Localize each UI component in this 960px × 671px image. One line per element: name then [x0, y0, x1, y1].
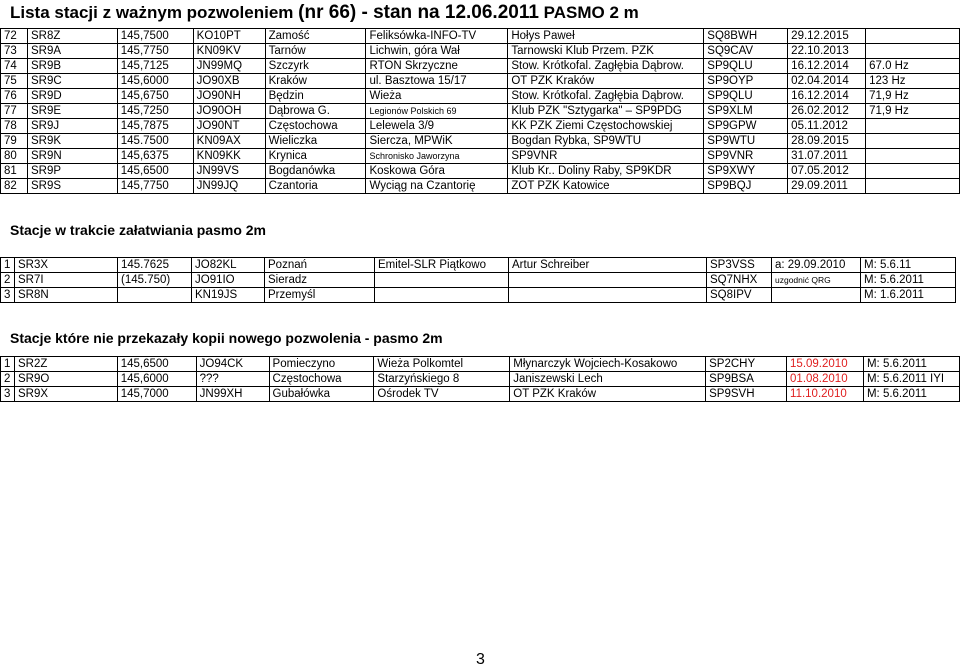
table-row	[1, 357, 960, 372]
table-cell: Przemyśl	[265, 288, 375, 303]
table-cell: JN99MQ	[193, 59, 265, 74]
table-cell: JN99XH	[196, 387, 269, 402]
table-cell: Klub PZK "Sztygarka" – SP9PDG	[508, 104, 704, 119]
table-cell: Klub Kr.. Doliny Raby, SP9KDR	[508, 164, 704, 179]
table-cell: Legionów Polskich 69	[366, 104, 508, 119]
table-cell: Artur Schreiber	[509, 258, 707, 273]
table-cell: SR8Z	[27, 29, 117, 44]
table-cell: M: 1.6.2011	[861, 288, 956, 303]
table-cell: SR9N	[27, 149, 117, 164]
table-cell	[866, 29, 960, 44]
table-row	[1, 149, 960, 164]
table-cell: JO82KL	[192, 258, 265, 273]
table-cell: Pomieczyno	[269, 357, 374, 372]
table-cell: KN09KV	[193, 44, 265, 59]
table-cell: Stow. Krótkofal. Zagłębia Dąbrow.	[508, 59, 704, 74]
table-cell: KO10PT	[193, 29, 265, 44]
table-cell: JO94CK	[196, 357, 269, 372]
table-cell: 67.0 Hz	[866, 59, 960, 74]
table-cell: Ośrodek TV	[374, 387, 510, 402]
table-cell: 81	[1, 164, 28, 179]
table-cell: 28.09.2015	[788, 134, 866, 149]
table-row	[1, 44, 960, 59]
table-cell: 145,6500	[117, 164, 193, 179]
table-cell: SP3VSS	[707, 258, 772, 273]
table-cell: SP9WTU	[704, 134, 788, 149]
table-cell: 76	[1, 89, 28, 104]
table-cell: Wieża Polkomtel	[374, 357, 510, 372]
table-cell: SR9K	[27, 134, 117, 149]
table-cell: Schronisko Jaworzyna	[366, 149, 508, 164]
table-cell	[375, 288, 509, 303]
table-cell: SP9GPW	[704, 119, 788, 134]
table-cell: 145.7500	[117, 134, 193, 149]
table-cell: 02.04.2014	[788, 74, 866, 89]
table-cell: Tarnów	[265, 44, 366, 59]
table-cell: SQ9CAV	[704, 44, 788, 59]
table-cell: 26.02.2012	[788, 104, 866, 119]
table-cell: JO90OH	[193, 104, 265, 119]
table-cell: JO91IO	[192, 273, 265, 288]
table-cell: SP9QLU	[704, 59, 788, 74]
title-prefix: Lista stacji z ważnym pozwoleniem	[10, 3, 299, 22]
table-cell: Częstochowa	[265, 119, 366, 134]
table-cell: JN99VS	[193, 164, 265, 179]
table-cell: Częstochowa	[269, 372, 374, 387]
table-cell: 77	[1, 104, 28, 119]
table-cell: Czantoria	[265, 179, 366, 194]
page-number: 3	[476, 651, 485, 668]
table-cell: Szczyrk	[265, 59, 366, 74]
table-cell: 78	[1, 119, 28, 134]
table-cell: Feliksówka-INFO-TV	[366, 29, 508, 44]
table-cell: KK PZK Ziemi Częstochowskiej	[508, 119, 704, 134]
stations-table	[0, 28, 960, 194]
table-cell: M: 5.6.2011	[863, 387, 959, 402]
table-cell: 1	[1, 357, 15, 372]
table-cell: SQ8BWH	[704, 29, 788, 44]
table-cell: Siercza, MPWiK	[366, 134, 508, 149]
table-cell: M: 5.6.2011	[863, 357, 959, 372]
table-cell: Zamość	[265, 29, 366, 44]
table-row	[1, 273, 956, 288]
table-cell: 2	[1, 273, 15, 288]
table-cell: Wyciąg na Czantorię	[366, 179, 508, 194]
table-cell: 145,7875	[117, 119, 193, 134]
table-cell: Bogdanówka	[265, 164, 366, 179]
table-cell: 05.11.2012	[788, 119, 866, 134]
table-cell: Dąbrowa G.	[265, 104, 366, 119]
table-row	[1, 372, 960, 387]
table-cell: M: 5.6.2011	[861, 273, 956, 288]
table-cell: Stow. Krótkofal. Zagłębia Dąbrow.	[508, 89, 704, 104]
table-cell: Krynica	[265, 149, 366, 164]
table-cell: JO90XB	[193, 74, 265, 89]
page-title	[10, 2, 639, 24]
table-cell: 75	[1, 74, 28, 89]
table-cell: SP2CHY	[706, 357, 787, 372]
table-cell: SP9BQJ	[704, 179, 788, 194]
table-cell: 145,7125	[117, 59, 193, 74]
table-cell: 145,7000	[117, 387, 196, 402]
table-cell	[866, 164, 960, 179]
table-row	[1, 258, 956, 273]
table-cell: 15.09.2010	[787, 357, 864, 372]
table-cell: SR9J	[27, 119, 117, 134]
table-cell: JO90NT	[193, 119, 265, 134]
table-cell: 80	[1, 149, 28, 164]
table-cell: JN99JQ	[193, 179, 265, 194]
table-row	[1, 387, 960, 402]
table-cell: SR9P	[27, 164, 117, 179]
table-row	[1, 89, 960, 104]
no-copy-table-body	[1, 357, 960, 402]
table-cell: SR2Z	[14, 357, 117, 372]
table-cell: 145,7750	[117, 44, 193, 59]
table-cell: SP9QLU	[704, 89, 788, 104]
table-row	[1, 288, 956, 303]
table-cell: a: 29.09.2010	[772, 258, 861, 273]
table-cell: 82	[1, 179, 28, 194]
table-cell	[866, 119, 960, 134]
table-row	[1, 104, 960, 119]
table-cell: SP9OYP	[704, 74, 788, 89]
table-cell: Koskowa Góra	[366, 164, 508, 179]
no-copy-table	[0, 356, 960, 402]
table-cell: Wieliczka	[265, 134, 366, 149]
table-cell	[375, 273, 509, 288]
table-cell: Młynarczyk Wojciech-Kosakowo	[510, 357, 706, 372]
table-cell	[866, 44, 960, 59]
section-heading-pending: Stacje w trakcie załatwiania pasmo 2m	[10, 222, 267, 238]
table-cell: SR9B	[27, 59, 117, 74]
table-cell: SP9SVH	[706, 387, 787, 402]
table-cell: ul. Basztowa 15/17	[366, 74, 508, 89]
table-cell: SR9X	[14, 387, 117, 402]
table-cell: KN09AX	[193, 134, 265, 149]
table-row	[1, 59, 960, 74]
table-cell: Będzin	[265, 89, 366, 104]
table-cell: JO90NH	[193, 89, 265, 104]
table-row	[1, 134, 960, 149]
table-cell: 145.7625	[118, 258, 192, 273]
table-cell: SP9BSA	[706, 372, 787, 387]
table-cell: 145,7250	[117, 104, 193, 119]
table-cell: 145,6000	[117, 372, 196, 387]
table-cell: (145.750)	[118, 273, 192, 288]
table-cell: 07.05.2012	[788, 164, 866, 179]
table-cell: 1	[1, 258, 15, 273]
table-cell: 145,6750	[117, 89, 193, 104]
table-cell: SP9VNR	[508, 149, 704, 164]
table-cell: SR9A	[27, 44, 117, 59]
table-cell: Kraków	[265, 74, 366, 89]
table-cell: 29.12.2015	[788, 29, 866, 44]
table-cell: SP9XWY	[704, 164, 788, 179]
table-cell: SR9O	[14, 372, 117, 387]
table-cell: SP9XLM	[704, 104, 788, 119]
table-cell: Tarnowski Klub Przem. PZK	[508, 44, 704, 59]
table-cell: 31.07.2011	[788, 149, 866, 164]
section-heading-no-copy: Stacje które nie przekazały kopii nowego pozwolenia - pasmo 2m	[10, 330, 443, 346]
table-cell	[866, 179, 960, 194]
table-cell: OT PZK Kraków	[508, 74, 704, 89]
table-cell: KN09KK	[193, 149, 265, 164]
table-cell: Poznań	[265, 258, 375, 273]
table-cell: 145,7500	[117, 29, 193, 44]
table-cell: 71,9 Hz	[866, 104, 960, 119]
table-cell: 145,7750	[117, 179, 193, 194]
table-cell: Hołys Paweł	[508, 29, 704, 44]
table-cell: Lelewela 3/9	[366, 119, 508, 134]
table-row	[1, 29, 960, 44]
table-cell	[866, 149, 960, 164]
table-cell: 79	[1, 134, 28, 149]
table-cell: 145,6500	[117, 357, 196, 372]
table-cell: Starzyńskiego 8	[374, 372, 510, 387]
table-cell: OT PZK Kraków	[510, 387, 706, 402]
table-cell: 3	[1, 387, 15, 402]
table-row	[1, 179, 960, 194]
table-cell: 01.08.2010	[787, 372, 864, 387]
table-cell	[509, 273, 707, 288]
table-cell: 3	[1, 288, 15, 303]
table-cell	[118, 288, 192, 303]
table-cell: SQ7NHX	[707, 273, 772, 288]
table-cell: 22.10.2013	[788, 44, 866, 59]
table-cell: 16.12.2014	[788, 89, 866, 104]
table-cell	[866, 134, 960, 149]
table-cell: SR9E	[27, 104, 117, 119]
table-cell: ZOT PZK Katowice	[508, 179, 704, 194]
table-cell: 16.12.2014	[788, 59, 866, 74]
table-cell: 145,6375	[117, 149, 193, 164]
table-cell: SR3X	[15, 258, 118, 273]
table-cell: 145,6000	[117, 74, 193, 89]
table-row	[1, 164, 960, 179]
table-cell: SP9VNR	[704, 149, 788, 164]
table-cell: 73	[1, 44, 28, 59]
table-cell: Bogdan Rybka, SP9WTU	[508, 134, 704, 149]
table-cell: Janiszewski Lech	[510, 372, 706, 387]
table-cell: Emitel-SLR Piątkowo	[375, 258, 509, 273]
table-cell: uzgodnić QRG	[772, 273, 861, 288]
table-row	[1, 119, 960, 134]
title-suffix: PASMO 2 m	[538, 3, 639, 22]
table-row	[1, 74, 960, 89]
table-cell: M: 5.6.2011 IYI	[863, 372, 959, 387]
pending-table-body	[1, 258, 956, 303]
table-cell: SQ8IPV	[707, 288, 772, 303]
pending-table	[0, 257, 956, 303]
table-cell: SR9C	[27, 74, 117, 89]
table-cell: M: 5.6.11	[861, 258, 956, 273]
stations-table-body	[1, 29, 960, 194]
table-cell: 72	[1, 29, 28, 44]
table-cell: Lichwin, góra Wał	[366, 44, 508, 59]
table-cell: 123 Hz	[866, 74, 960, 89]
table-cell: Wieża	[366, 89, 508, 104]
table-cell: 74	[1, 59, 28, 74]
table-cell: KN19JS	[192, 288, 265, 303]
table-cell: 11.10.2010	[787, 387, 864, 402]
table-cell	[509, 288, 707, 303]
table-cell: SR8N	[15, 288, 118, 303]
table-cell	[772, 288, 861, 303]
table-cell: SR9S	[27, 179, 117, 194]
table-cell: Sieradz	[265, 273, 375, 288]
table-cell: ???	[196, 372, 269, 387]
table-cell: 29.09.2011	[788, 179, 866, 194]
table-cell: 2	[1, 372, 15, 387]
title-number: (nr 66) - stan na 12.06.2011	[298, 2, 539, 23]
table-cell: Gubałówka	[269, 387, 374, 402]
table-cell: SR9D	[27, 89, 117, 104]
table-cell: SR7I	[15, 273, 118, 288]
table-cell: RTON Skrzyczne	[366, 59, 508, 74]
table-cell: 71,9 Hz	[866, 89, 960, 104]
